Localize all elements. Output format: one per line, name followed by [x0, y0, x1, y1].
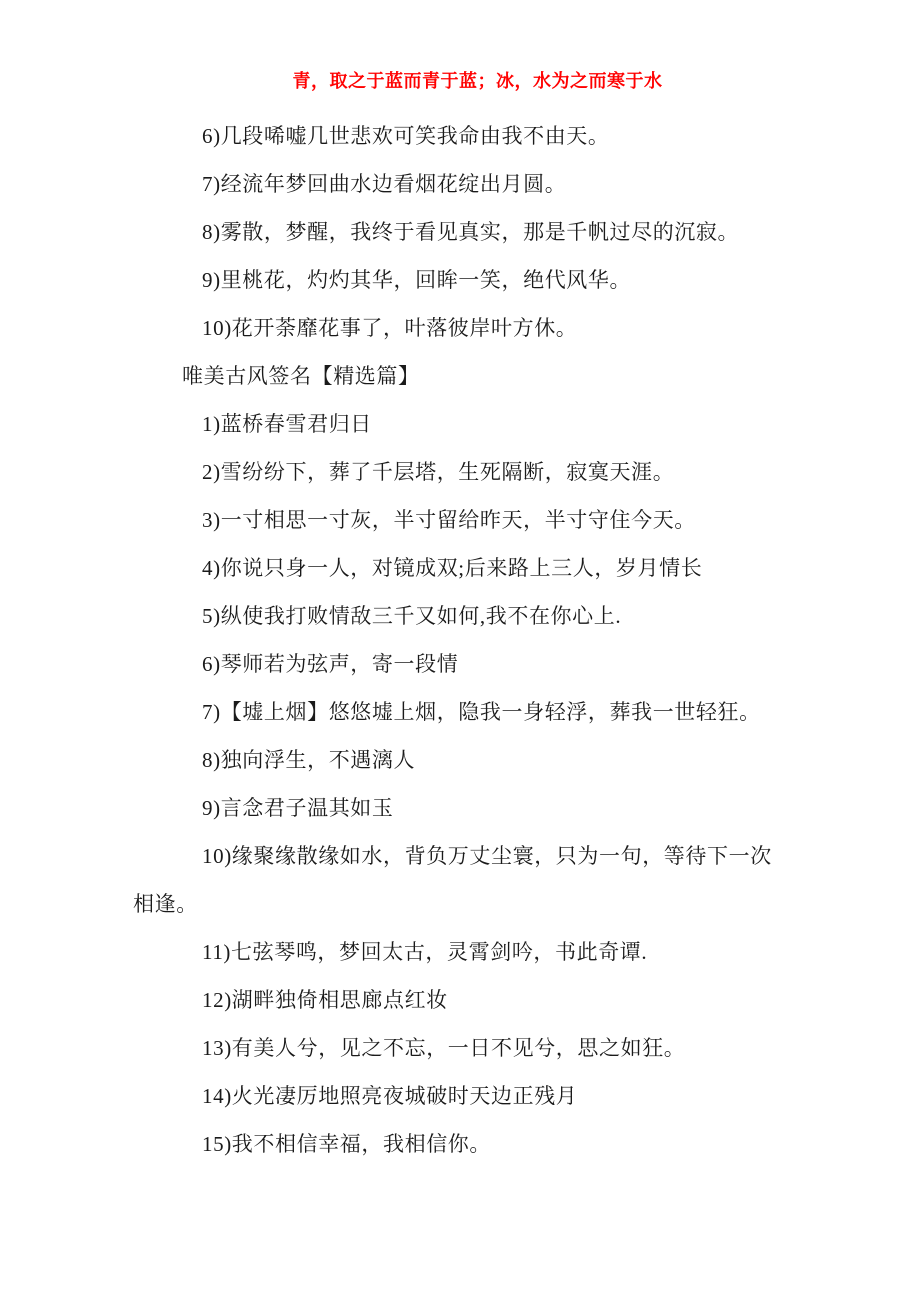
list-item: 11)七弦琴鸣，梦回太古，灵霄剑吟，书此奇谭. — [202, 940, 648, 964]
list-item: 1)蓝桥春雪君归日 — [202, 412, 372, 436]
signature-list-section-2 — [133, 400, 788, 1168]
document-body — [133, 112, 788, 1168]
list-item: 6)琴师若为弦声，寄一段情 — [202, 652, 459, 676]
list-item: 9)里桃花，灼灼其华，回眸一笑，绝代风华。 — [202, 268, 632, 292]
list-item: 6)几段唏嘘几世悲欢可笑我命由我不由天。 — [202, 124, 610, 148]
list-item: 14)火光凄厉地照亮夜城破时天边正残月 — [202, 1084, 578, 1108]
section-heading: 唯美古风签名【精选篇】 — [182, 364, 420, 388]
list-item: 4)你说只身一人，对镜成双;后来路上三人，岁月情长 — [202, 556, 703, 580]
list-item: 15)我不相信幸福，我相信你。 — [202, 1132, 491, 1156]
list-item: 8)雾散，梦醒，我终于看见真实，那是千帆过尽的沉寂。 — [202, 220, 740, 244]
list-item: 10)花开荼靡花事了，叶落彼岸叶方休。 — [202, 316, 578, 340]
list-item: 10)缘聚缘散缘如水，背负万丈尘寰，只为一句，等待下一次相逢。 — [133, 844, 772, 916]
list-item: 5)纵使我打败情敌三千又如何,我不在你心上. — [202, 604, 622, 628]
list-item: 7)经流年梦回曲水边看烟花绽出月圆。 — [202, 172, 567, 196]
list-item: 3)一寸相思一寸灰，半寸留给昨天，半寸守住今天。 — [202, 508, 696, 532]
list-item: 9)言念君子温其如玉 — [202, 796, 394, 820]
list-item: 8)独向浮生，不遇漓人 — [202, 748, 416, 772]
list-item: 2)雪纷纷下，葬了千层塔，生死隔断，寂寞天涯。 — [202, 460, 675, 484]
list-item: 7)【墟上烟】悠悠墟上烟，隐我一身轻浮，葬我一世轻狂。 — [202, 700, 761, 724]
signature-list-section-1 — [133, 112, 788, 352]
list-item: 12)湖畔独倚相思廊点红妆 — [202, 988, 448, 1012]
list-item: 13)有美人兮，见之不忘，一日不见兮，思之如狂。 — [202, 1036, 686, 1060]
document-header-line: 青，取之于蓝而青于蓝；冰，水为之而寒于水 — [292, 71, 663, 91]
